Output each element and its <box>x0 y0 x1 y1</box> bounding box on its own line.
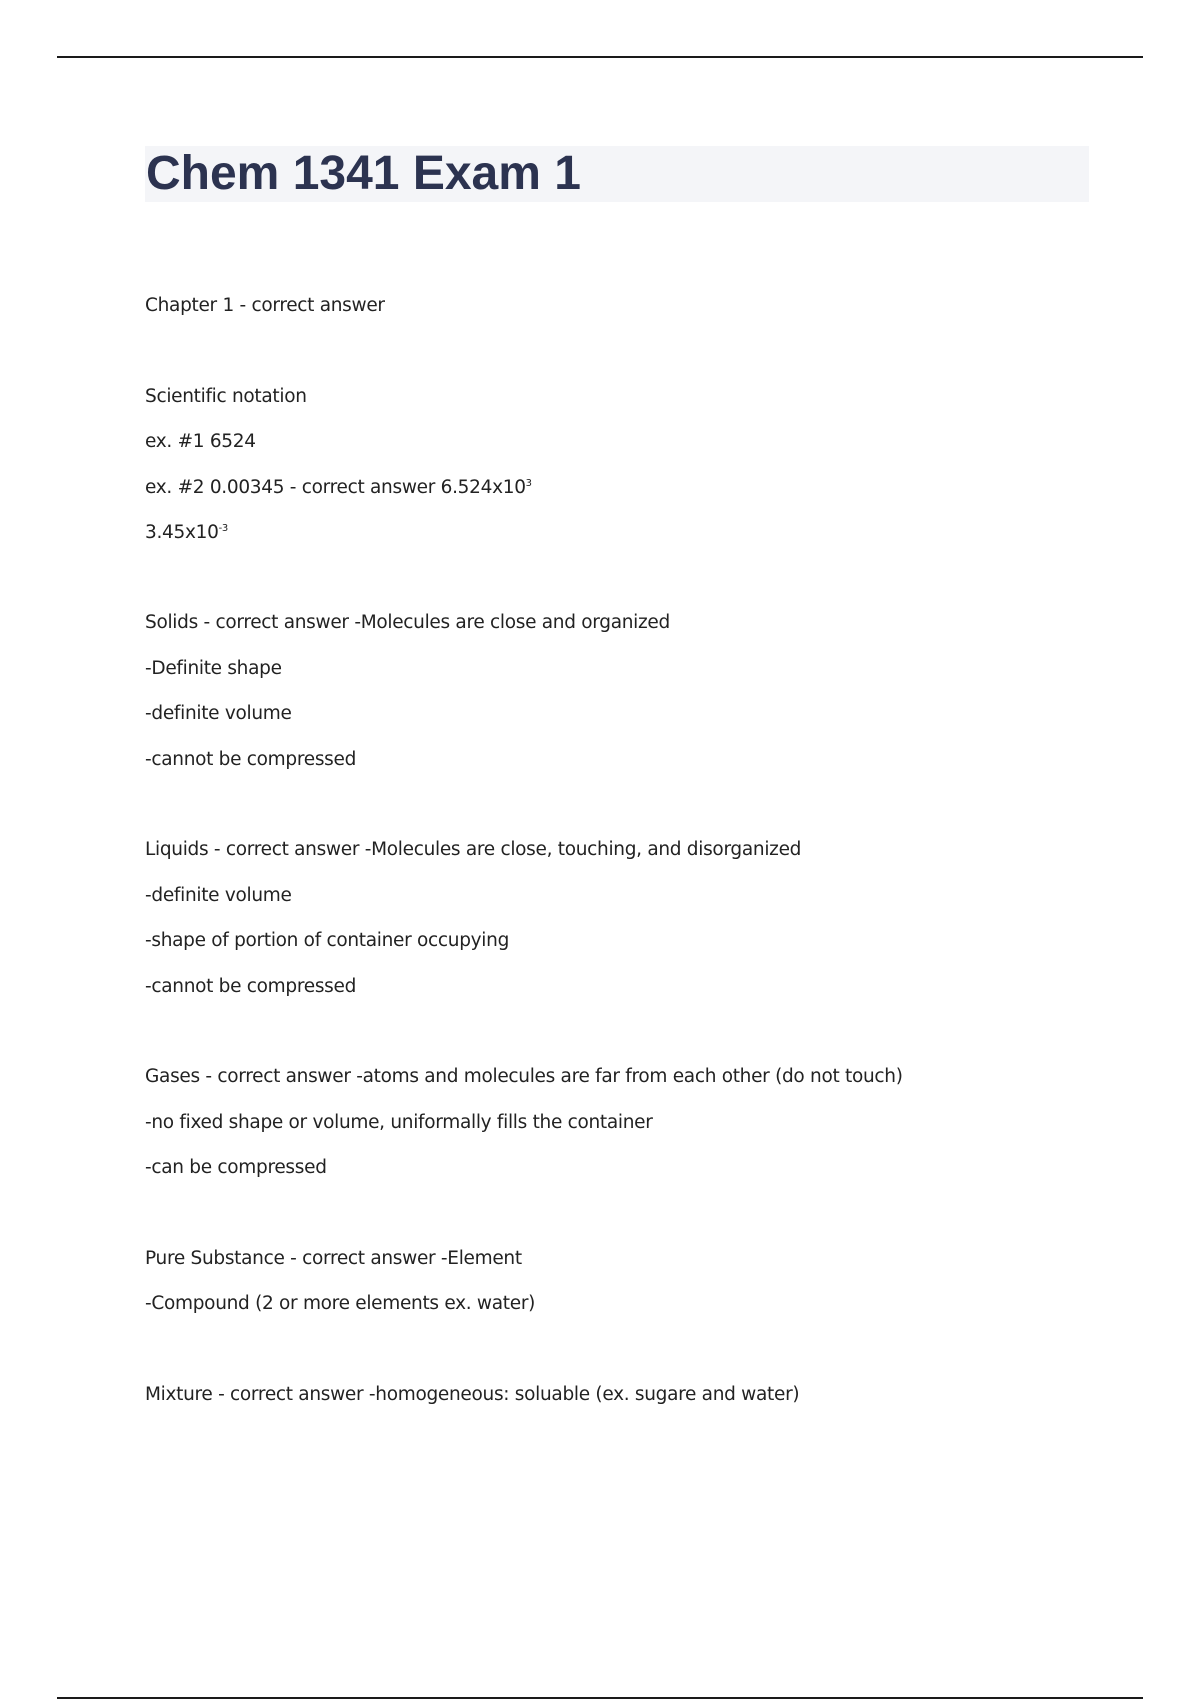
bottom-rule <box>57 1697 1143 1699</box>
text-line-body: 3.45x10 <box>145 522 219 543</box>
text-line: -Definite shape <box>145 658 282 679</box>
text-line: Mixture - correct answer -homogeneous: soluable (ex. sugare and water) <box>145 1384 800 1405</box>
chapter-heading: Chapter 1 - correct answer <box>145 295 385 316</box>
text-line <box>145 521 228 545</box>
text-line: -no fixed shape or volume, uniformally fills the container <box>145 1112 653 1133</box>
text-line: -shape of portion of container occupying <box>145 930 510 951</box>
text-line: ex. #1 6524 <box>145 431 256 452</box>
text-line <box>145 476 532 500</box>
text-line: Solids - correct answer -Molecules are close and organized <box>145 612 670 633</box>
text-line: -can be compressed <box>145 1157 327 1178</box>
text-line: Gases - correct answer -atoms and molecules are far from each other (do not touch) <box>145 1066 903 1087</box>
text-line: -definite volume <box>145 703 292 724</box>
top-rule <box>57 56 1143 58</box>
superscript: 3 <box>525 477 532 489</box>
text-line: -definite volume <box>145 885 292 906</box>
text-line: Liquids - correct answer -Molecules are close, touching, and disorganized <box>145 839 802 860</box>
text-line: -Compound (2 or more elements ex. water) <box>145 1293 536 1314</box>
superscript: -3 <box>218 522 228 534</box>
text-line: -cannot be compressed <box>145 749 357 770</box>
text-line: -cannot be compressed <box>145 976 357 997</box>
text-line: Scientific notation <box>145 386 307 407</box>
text-line-body: ex. #2 0.00345 - correct answer 6.524x10 <box>145 477 526 498</box>
text-line: Pure Substance - correct answer -Element <box>145 1248 522 1269</box>
document-title: Chem 1341 Exam 1 <box>146 147 581 200</box>
